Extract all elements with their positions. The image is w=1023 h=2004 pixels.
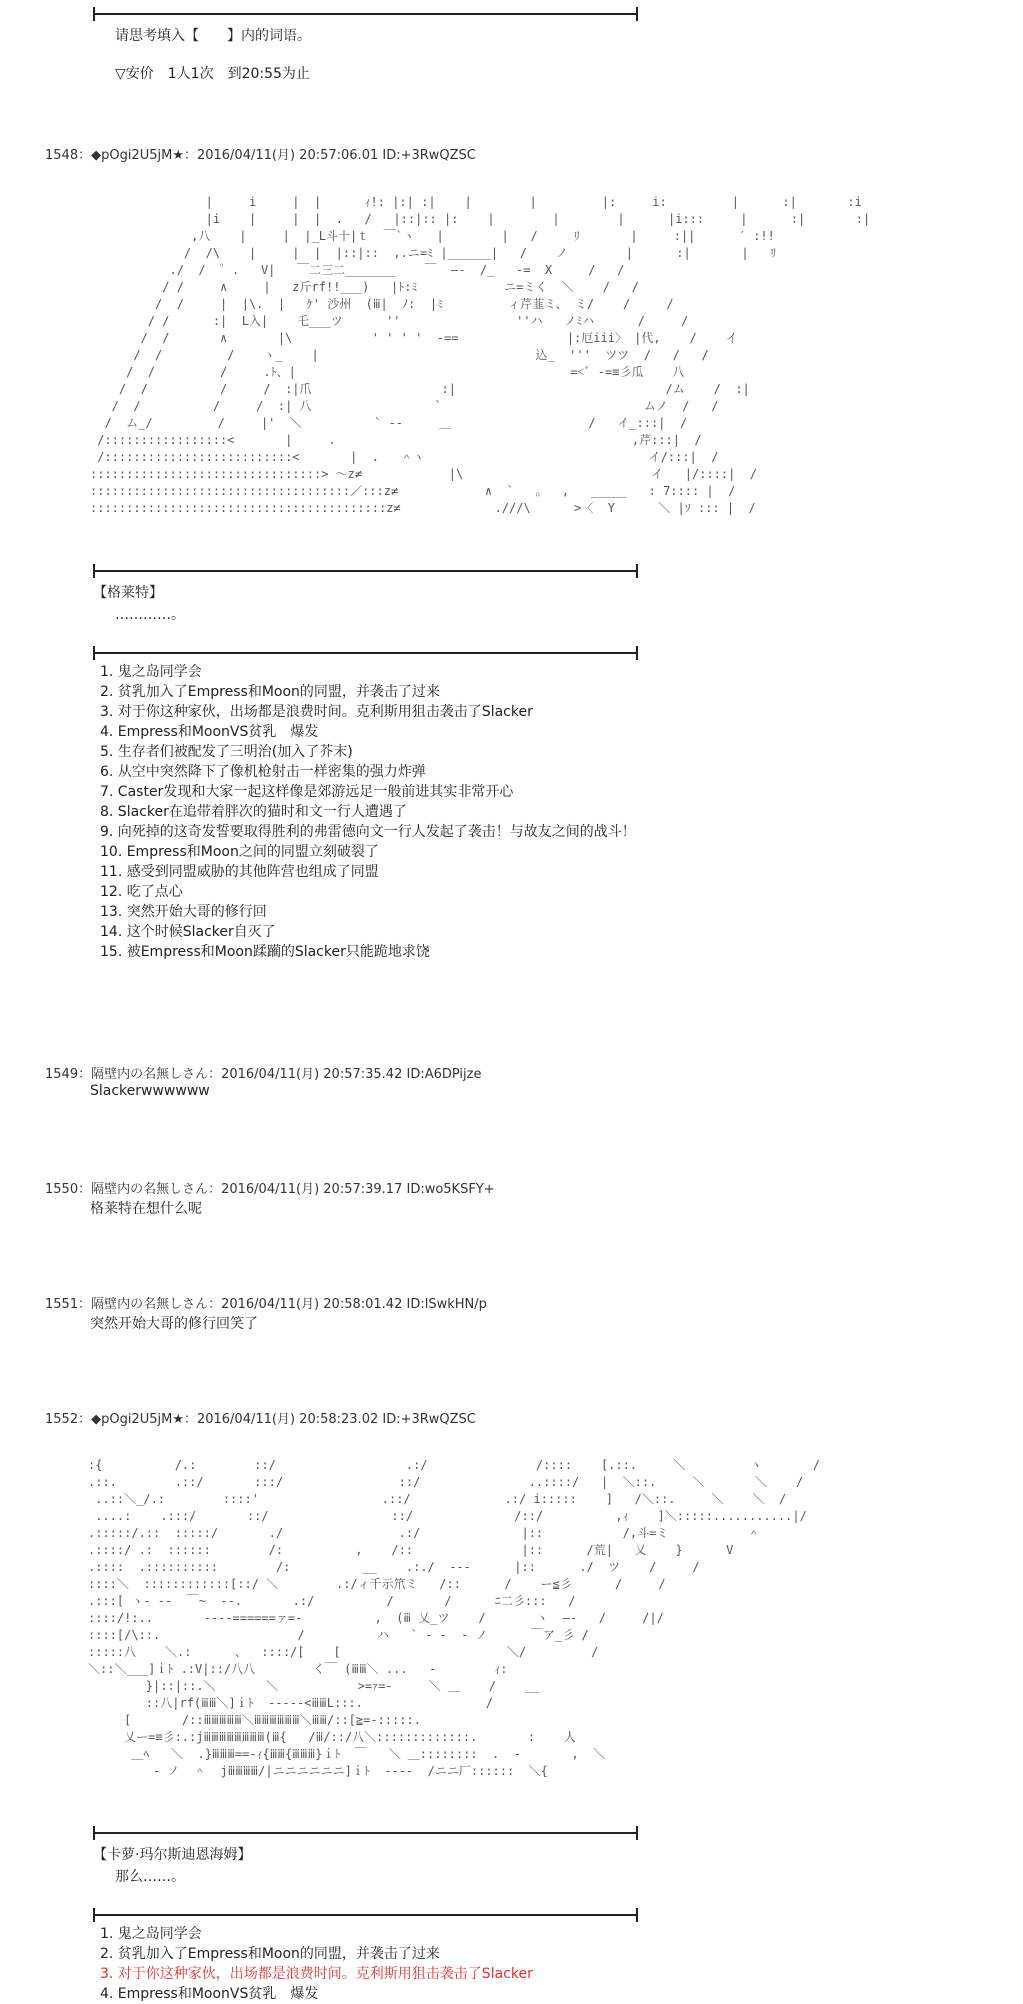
caption-name: 【卡萝·玛尔斯迪恩海姆】 (93, 1847, 252, 1863)
caption-text: 那么……。 (115, 1869, 185, 1885)
ascii-art-grait: | i | | ｨ!: |:| :| | | |: i: | :| :i |i | | | . / |::|:: |: | | | |i::: | :| :| ,八 | | |_L斗十|ｔ ￣`ヽ | | / ﾘ | :|| ′ :!! / /\ | | | |::|:: ,.ニ=ﾐ |______| / ノ | :| | ﾘ ./ / ゜. V| ￣二三二_______ ￣ ―‐ /_ -= X / / / / ∧ | z斤rf!!___) |ﾄ:ﾐ ニ=ミく ＼ / / / / | |\. | ｹ' 沙州 (ⅲ| ﾉ: |ﾐ ィ芹韮ミ、 ミ/ / / / / :| L入| 乇___ツ '' ''ハ ノﾐハ / / / / ∧ |\ ' ' ' ' -== |:厄iii〉 |代, / イ / / / ヽ_ | 込_ ''' ツツ / / / / / / .ﾄ、| =<ﾞ ‐=≡彡瓜 八 / / / / :|爪 :| /ム / :| / / / / :| 八 ` ムノ / / / ム_/ / |' ＼ ` ‐‐ ＿ / イ_:::| / /:::::::::::::::::< | . ,芹:::| / /::::::::::::::::::::::::::< | . ＾ヽ イ/:::| / ::::::::::::::::::::::::::::::::> 〜z≠ |\ イ |/::::| / ::::::::::::::::::::::::::::::::::::／:::z≠ ∧ ` 。 , _____ : 7:::: | / :::::::::::::::::::::::::::::::::::::::::z≠ .///\ >〈 Y ＼ |ｿ ::: | / (90, 195, 871, 515)
list-item: 14. 这个时候Slacker自灭了 (100, 924, 276, 940)
list-item: 11. 感受到同盟威胁的其他阵营也组成了同盟 (100, 864, 379, 880)
list-item: 1. 鬼之岛同学会 (100, 1926, 202, 1942)
list-item: 12. 吃了点心 (100, 884, 183, 900)
list-item: 2. 贫乳加入了Empress和Moon的同盟，并袭击了过来 (100, 1946, 440, 1962)
list-item: 4. Empress和MoonVS贫乳 爆发 (100, 724, 319, 740)
divider (93, 570, 638, 572)
list-item-highlighted: 3. 对于你这种家伙，出场都是浪费时间。克利斯用狙击袭击了Slacker (100, 1966, 533, 1982)
divider (93, 1832, 638, 1834)
list-item: 9. 向死掉的这奇发誓要取得胜利的弗雷德向文一行人发起了袭击！与故友之间的战斗！ (100, 824, 636, 840)
post-header: 1552：◆pOgi2U5jM★：2016/04/11(月) 20:58:23.02 ID:+3RwQZSC (45, 1412, 476, 1427)
list-item: 3. 对于你这种家伙，出场都是浪费时间。克利斯用狙击袭击了Slacker (100, 704, 533, 720)
post-header: 1550：隔壁内の名無しさん：2016/04/11(月) 20:57:39.17 ID:wo5KSFY+ (45, 1182, 495, 1197)
ascii-art-karo: :{ /.: ::/ .:/ /:::: [.::. ＼ ヽ / .::. .::/ :::/ ::/ ..::::/ | ＼::. ＼ ＼ / ..::＼_/.: ::::' .::/ .:/ i::::: ] /＼::. ＼ ＼ / ....: .:::/ ::/ ::/ /::/ ,ｨ ]＼:::::...........|/ .:::::/.:: :::::/ ./ .:/ |:: /,斗=ミ ＾ .::::/ .: :::::: /: , /:: |:: /荒| 乂 } V .:::: .:::::::::: /: __ .:./ ‐‐‐ |:: ./ ツ / / ::::＼ ::::::::::::[::/ ＼ .:/ィ千示笊ミ /:: / ー≦彡 / / .:::[ ヽ‐ ‐‐ ￣~ ‐‐. .:/ / / ﾆ二彡::: / ::::/!:.. ----======ァ=‐ , (ⅲ 乂_ツ / ヽ ―‐ / /|/ ::::[/\::. / ハ ` ‐ ‐ ‐ ノ ￣ア_彡 / :::::八 ＼.: 、 ::::/[ [ ＼/ / ＼::＼___]ｉﾄ .:V|::/八八 く￣ (ⅲⅲ＼ ... ‐ ｨ: }|::|::.＼ ＼ >=ｧ=‐ ＼ ＿ / __ ::八|rf(ⅲⅲ＼]ｉﾄ -----<ⅲⅲL:::. / [ /::ⅲⅲⅲⅲⅲ＼ⅲⅲⅲⅲⅲⅲ＼ⅲⅲ/::[≧=-:::::. 乂ー=≡彡:.:jⅲⅲⅲⅲⅲⅲⅲⅲ(ⅲ{ /ⅲ/::/八＼:::::::::::::. : 人 ＿ﾍ ＼ .}ⅲⅲⅲ==‐ｨ{ⅲⅲ{ⅲⅲⅲ}ｉﾄ ￣ ＼ ＿:::::::: . ‐ , ＼ ‐ ノ ＾ jⅲⅲⅲⅲ/|ニニニニニニ]ｉﾄ ‐‐‐‐ /ニニ厂:::::: ＼{ (88, 1458, 821, 1778)
divider (93, 652, 638, 654)
post-text: Slackerwwwwww (90, 1083, 210, 1099)
choice-list (100, 662, 636, 962)
list-item: 7. Caster发现和大家一起这样像是郊游远足一般前进其实非常开心 (100, 784, 514, 800)
list-item: 6. 从空中突然降下了像机枪射击一样密集的强力炸弹 (100, 764, 426, 780)
list-item: 8. Slacker在追带着胖次的猫时和文一行人遭遇了 (100, 804, 407, 820)
post-header: 1548：◆pOgi2U5jM★：2016/04/11(月) 20:57:06.01 ID:+3RwQZSC (45, 148, 476, 163)
list-item: 2. 贫乳加入了Empress和Moon的同盟，并袭击了过来 (100, 684, 440, 700)
post-header: 1551：隔壁内の名無しさん：2016/04/11(月) 20:58:01.42 ID:lSwkHN/p (45, 1297, 487, 1312)
prompt-text: 请思考填入【 】内的词语。 (115, 28, 311, 44)
list-item: 10. Empress和Moon之间的同盟立刻破裂了 (100, 844, 379, 860)
list-item: 1. 鬼之岛同学会 (100, 664, 202, 680)
list-item: 15. 被Empress和Moon蹂躏的Slacker只能跪地求饶 (100, 944, 430, 960)
caption-name: 【格莱特】 (93, 585, 163, 601)
post-text: 突然开始大哥的修行回笑了 (90, 1316, 258, 1332)
divider (93, 1914, 638, 1916)
vote-text: ▽安价 1人1次 到20:55为止 (115, 66, 310, 82)
divider (93, 13, 638, 15)
post-text: 格莱特在想什么呢 (90, 1201, 202, 1217)
post-header: 1549：隔壁内の名無しさん：2016/04/11(月) 20:57:35.42 ID:A6DPijze (45, 1067, 482, 1082)
list-item: 5. 生存者们被配发了三明治(加入了芥末) (100, 744, 353, 760)
list-item: 13. 突然开始大哥的修行回 (100, 904, 267, 920)
caption-text: …………。 (115, 607, 185, 623)
list-item: 4. Empress和MoonVS贫乳 爆发 (100, 1986, 319, 2002)
choice-list (100, 1924, 533, 2004)
